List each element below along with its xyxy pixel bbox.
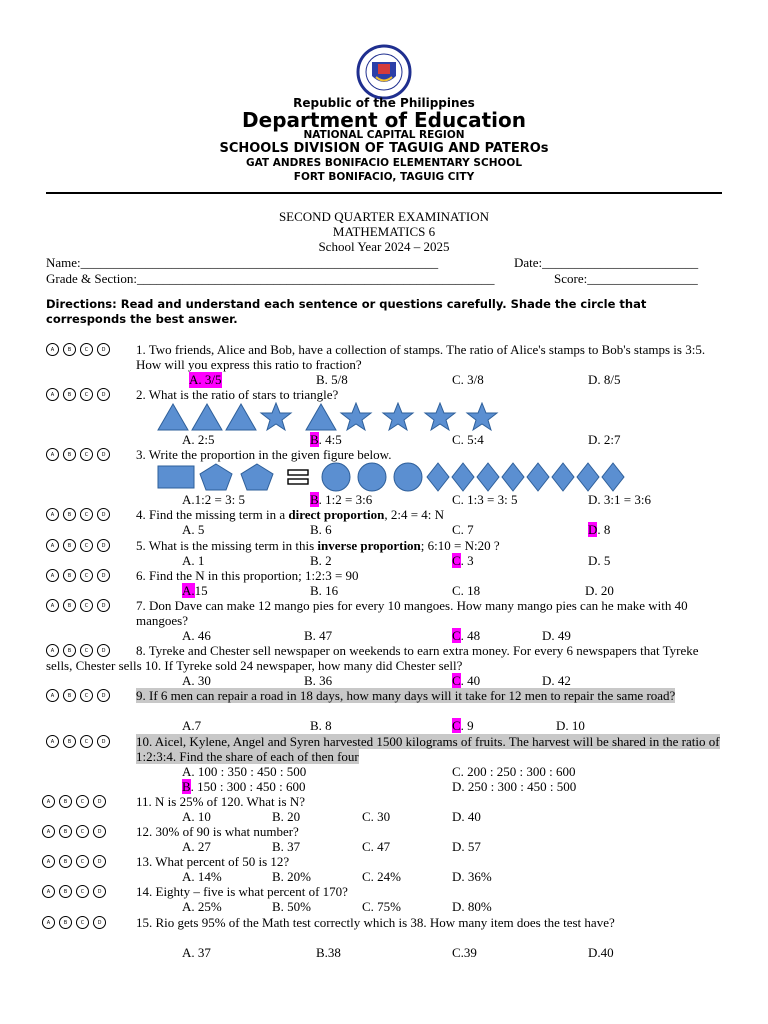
school-line: GAT ANDRES BONIFACIO ELEMENTARY SCHOOL [245,157,523,169]
q3-option-b: . 1:2 = 3:6 [318,492,373,507]
answer-bubble-b[interactable]: B [59,885,72,898]
circle-shape [322,463,350,491]
answer-bubbles-q12 [42,825,106,838]
q15-option-a: A. 37 [182,945,211,960]
triangle-shape [158,404,188,430]
answer-bubble-a[interactable]: A [46,448,59,461]
answer-bubbles-q4 [46,508,110,521]
answer-bubble-c[interactable]: C [80,735,93,748]
answer-bubble-c[interactable]: C [80,569,93,582]
q8-option-b: B. 36 [304,673,333,688]
answer-bubble-a[interactable]: A [42,916,55,929]
q11-option-a: A. 10 [182,809,211,824]
star-shape [261,403,291,430]
q4-option-b: B. 6 [310,522,332,537]
q3-option-b-letter: B [310,492,319,507]
answer-bubble-c[interactable]: C [80,599,93,612]
answer-bubble-b[interactable]: B [63,599,76,612]
q9-option-a: A.7 [182,718,202,733]
pentagon-shape [241,464,273,490]
grade-section-field[interactable]: Grade & Section:_______________________________________________________ [46,271,495,286]
answer-bubble-a[interactable]: A [42,795,55,808]
circle-shape [394,463,422,491]
diamond-shape [602,463,624,491]
q13-option-a: A. 14% [182,869,222,884]
question-11: 11. N is 25% of 120. What is N? [136,794,305,809]
q10-option-b-letter: B [182,779,191,794]
answer-bubble-a[interactable]: A [42,855,55,868]
q8-option-c: . 40 [460,673,481,688]
question-4: 4. Find the missing term in a direct proportion, 2:4 = 4: N [136,507,445,522]
q4-option-d: . 8 [597,522,611,537]
q10-option-a: A. 100 : 350 : 450 : 500 [182,764,307,779]
question-1: 1. Two friends, Alice and Bob, have a collection of stamps. The ratio of Alice's stamps to Bob's stamps is 3:5. How will you express this ratio to fraction? [136,342,706,372]
q2-option-a: A. 2:5 [182,432,215,447]
name-field[interactable]: Name:_______________________________________________________ [46,255,439,270]
q7-option-c-letter: C [452,628,461,643]
answer-bubble-a[interactable]: A [46,569,59,582]
q1-option-b: B. 5/8 [316,372,348,387]
answer-bubble-b[interactable]: B [63,689,76,702]
square-shape [158,466,194,488]
answer-bubble-c[interactable]: C [76,855,89,868]
answer-bubbles-q14 [42,885,106,898]
answer-bubble-a[interactable]: A [46,343,59,356]
answer-bubble-d[interactable]: D [97,343,110,356]
question-10: 10. Aicel, Kylene, Angel and Syren harvested 1500 kilograms of fruits. The harvest will be shared in the ratio of 1:2:3:4. Find the share of each of then four [136,734,720,764]
answer-bubble-d[interactable]: D [93,855,106,868]
answer-bubble-a[interactable]: A [46,735,59,748]
answer-bubble-b[interactable]: B [59,855,72,868]
answer-bubbles-q9 [46,689,110,702]
answer-bubble-c[interactable]: C [80,448,93,461]
q14-option-b: B. 50% [272,899,311,914]
answer-bubble-a[interactable]: A [46,508,59,521]
answer-bubble-d[interactable]: D [97,388,110,401]
answer-bubble-c[interactable]: C [80,539,93,552]
question-14: 14. Eighty – five is what percent of 170? [136,884,348,899]
q7-option-c: . 48 [460,628,481,643]
q13-option-b: B. 20% [272,869,311,884]
q6-option-a-letter: A. [182,583,195,598]
q8-option-a: A. 30 [182,673,211,688]
question-13: 13. What percent of 50 is 12? [136,854,290,869]
q7-option-a: A. 46 [182,628,211,643]
question-8: 8. Tyreke and Chester sell newspaper on weekends to earn extra money. For every 6 newspapers that Tyreke sells, Chester sells 10. If Tyreke sold 24 newspaper, how many did Chester sell? [46,643,699,673]
q3-option-a: A.1:2 = 3: 5 [182,492,245,507]
answer-bubble-d[interactable]: D [97,735,110,748]
question-2: 2. What is the ratio of stars to triangle? [136,387,339,402]
answer-bubble-d[interactable]: D [93,795,106,808]
question-15: 15. Rio gets 95% of the Math test correctly which is 38. How many item does the test have? [136,915,615,930]
question-7: 7. Don Dave can make 12 mango pies for every 10 mangoes. How many mango pies can he make with 40 mangoes? [136,598,688,628]
q6-option-c: C. 18 [452,583,481,598]
star-shape [341,403,371,430]
q8-option-c-letter: C [452,673,461,688]
q5-option-c: . 3 [460,553,474,568]
answer-bubbles-q13 [42,855,106,868]
directions: Directions: Read and understand each sentence or questions carefully. Shade the circle that corresponds the best answer. [46,297,647,326]
question-6: 6. Find the N in this proportion; 1:2:3 = 90 [136,568,359,583]
answer-bubble-b[interactable]: B [63,569,76,582]
answer-bubble-d[interactable]: D [97,508,110,521]
answer-bubble-c[interactable]: C [76,795,89,808]
q8-option-d: D. 42 [542,673,571,688]
q7-option-d: D. 49 [542,628,571,643]
answer-bubble-c[interactable]: C [80,644,93,657]
answer-bubbles-q3 [46,448,110,461]
q3-figure [156,462,628,492]
q5-option-c-letter: C [452,553,461,568]
q15-option-b: B.38 [316,945,341,960]
answer-bubbles-q1 [46,343,110,356]
answer-bubble-a[interactable]: A [42,885,55,898]
diamond-shape [477,463,499,491]
q5-option-b: B. 2 [310,553,332,568]
q4-option-a: A. 5 [182,522,205,537]
q6-option-b: B. 16 [310,583,339,598]
q3-option-d: D. 3:1 = 3:6 [588,492,651,507]
answer-bubble-b[interactable]: B [59,795,72,808]
answer-bubble-d[interactable]: D [97,569,110,582]
score-field[interactable]: Score:_________________ [554,271,698,286]
city-line: FORT BONIFACIO, TAGUIG CITY [293,171,475,183]
circle-shape [358,463,386,491]
q2-option-c: C. 5:4 [452,432,484,447]
q12-option-a: A. 27 [182,839,211,854]
q9-option-c: . 9 [460,718,474,733]
answer-bubble-c[interactable]: C [76,885,89,898]
division-line: SCHOOLS DIVISION OF TAGUIG AND PATEROs [219,141,549,156]
q2-figure [156,402,506,432]
exam-title: SECOND QUARTER EXAMINATION [278,209,490,224]
answer-bubble-a[interactable]: A [46,599,59,612]
exam-year: School Year 2024 – 2025 [318,239,450,254]
q10-option-d: D. 250 : 300 : 450 : 500 [452,779,577,794]
q12-option-b: B. 37 [272,839,301,854]
diamond-shape [452,463,474,491]
q11-option-c: C. 30 [362,809,391,824]
answer-bubble-d[interactable]: D [93,825,106,838]
q1-option-a: A. 3/5 [189,372,222,387]
answer-bubble-c[interactable]: C [76,916,89,929]
department-title: Department of Education [242,108,526,132]
triangle-shape [226,404,256,430]
diamond-shape [577,463,599,491]
star-shape [425,403,455,430]
q2-option-b-letter: B [310,432,319,447]
question-5: 5. What is the missing term in this inverse proportion; 6:10 = N:20 ? [136,538,500,553]
q3-option-c: C. 1:3 = 3: 5 [452,492,518,507]
answer-bubble-b[interactable]: B [63,735,76,748]
answer-bubble-c[interactable]: C [76,825,89,838]
q1-option-c: C. 3/8 [452,372,484,387]
answer-bubble-d[interactable]: D [93,916,106,929]
answer-bubble-d[interactable]: D [97,644,110,657]
region-line: NATIONAL CAPITAL REGION [303,129,465,141]
answer-bubble-b[interactable]: B [63,644,76,657]
q10-option-b: . 150 : 300 : 450 : 600 [190,779,306,794]
answer-bubble-b[interactable]: B [63,388,76,401]
q12-option-d: D. 57 [452,839,481,854]
diamond-shape [502,463,524,491]
diamond-shape [527,463,549,491]
q9-option-d: D. 10 [556,718,585,733]
q5-option-d: D. 5 [588,553,611,568]
q6-option-a: 15 [194,583,208,598]
q11-option-b: B. 20 [272,809,301,824]
answer-bubbles-q5 [46,539,110,552]
q7-option-b: B. 47 [304,628,333,643]
q9-option-b: B. 8 [310,718,332,733]
star-shape [383,403,413,430]
q1-option-d: D. 8/5 [588,372,621,387]
deped-seal-icon [345,44,423,100]
q4-option-d-letter: D [588,522,598,537]
triangle-shape [192,404,222,430]
q15-option-d: D.40 [588,945,614,960]
q12-option-c: C. 47 [362,839,391,854]
answer-bubble-d[interactable]: D [97,599,110,612]
answer-bubbles-q6 [46,569,110,582]
q14-option-d: D. 80% [452,899,492,914]
q6-option-d: D. 20 [585,583,614,598]
q13-option-c: C. 24% [362,869,401,884]
republic-line: Republic of the Philippines [293,96,475,110]
q11-option-d: D. 40 [452,809,481,824]
answer-bubble-a[interactable]: A [46,388,59,401]
pentagon-shape [200,464,232,490]
answer-bubbles-q2 [46,388,110,401]
answer-bubble-c[interactable]: C [80,689,93,702]
star-shape [467,403,497,430]
q13-option-d: D. 36% [452,869,492,884]
date-field[interactable]: Date:________________________ [514,255,699,270]
answer-bubble-d[interactable]: D [97,689,110,702]
triangle-shape [306,404,336,430]
question-12: 12. 30% of 90 is what number? [136,824,299,839]
q2-option-d: D. 2:7 [588,432,621,447]
answer-bubble-d[interactable]: D [97,539,110,552]
question-9: 9. If 6 men can repair a road in 18 days, how many days will it take for 12 men to repair the same road? [136,688,676,703]
answer-bubble-b[interactable]: B [63,448,76,461]
q15-option-c: C.39 [452,945,477,960]
answer-bubble-c[interactable]: C [80,388,93,401]
answer-bubble-b[interactable]: B [59,825,72,838]
diamond-shape [552,463,574,491]
question-3: 3. Write the proportion in the given figure below. [136,447,392,462]
answer-bubble-a[interactable]: A [46,689,59,702]
answer-bubble-d[interactable]: D [93,885,106,898]
q2-option-b: . 4:5 [318,432,342,447]
q9-option-c-letter: C [452,718,461,733]
answer-bubbles-q11 [42,795,106,808]
answer-bubble-b[interactable]: B [63,539,76,552]
answer-bubble-c[interactable]: C [80,508,93,521]
answer-bubble-c[interactable]: C [80,343,93,356]
q10-option-c: C. 200 : 250 : 300 : 600 [452,764,576,779]
answer-bubbles-q7 [46,599,110,612]
q14-option-c: C. 75% [362,899,401,914]
exam-subject: MATHEMATICS 6 [332,224,436,239]
answer-bubbles-q15 [42,916,106,929]
answer-bubbles-q10 [46,735,110,748]
q4-option-c: C. 7 [452,522,474,537]
answer-bubble-d[interactable]: D [97,448,110,461]
header-divider [46,192,722,194]
answer-bubble-a[interactable]: A [46,539,59,552]
q14-option-a: A. 25% [182,899,222,914]
answer-bubble-b[interactable]: B [59,916,72,929]
diamond-shape [427,463,449,491]
answer-bubble-b[interactable]: B [63,343,76,356]
answer-bubble-b[interactable]: B [63,508,76,521]
equals-sign-icon [288,470,308,484]
answer-bubble-a[interactable]: A [46,644,59,657]
q5-option-a: A. 1 [182,553,205,568]
answer-bubble-a[interactable]: A [42,825,55,838]
